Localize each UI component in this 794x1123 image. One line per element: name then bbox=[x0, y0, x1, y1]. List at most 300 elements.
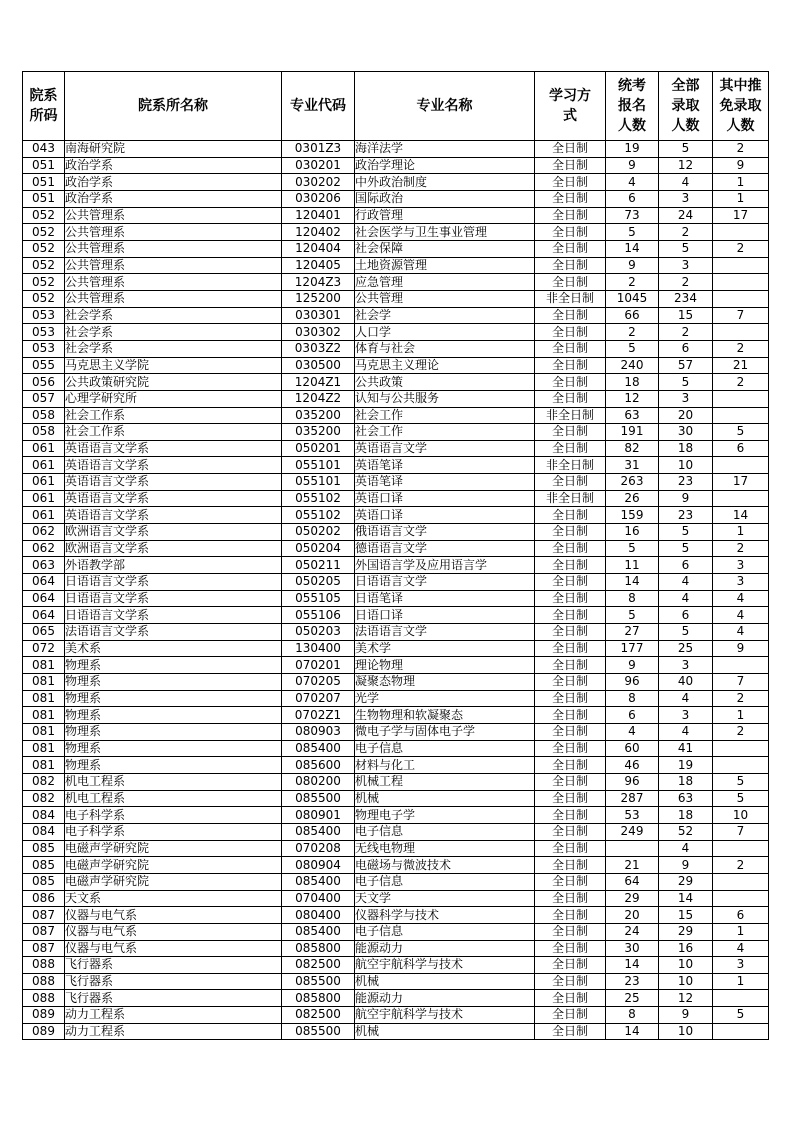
major-name-cell: 材料与化工 bbox=[355, 757, 535, 774]
table-row bbox=[23, 640, 769, 657]
study-mode-cell: 全日制 bbox=[535, 873, 606, 890]
dept-code-cell: 058 bbox=[23, 424, 65, 441]
dept-name-cell: 飞行器系 bbox=[65, 957, 282, 974]
dept-name-cell: 日语语言文学系 bbox=[65, 590, 282, 607]
admit-total-cell: 5 bbox=[659, 240, 713, 257]
admit-exempt-cell: 7 bbox=[713, 674, 769, 691]
dept-name-cell: 公共管理系 bbox=[65, 274, 282, 291]
major-code-cell: 085600 bbox=[282, 757, 355, 774]
study-mode-cell: 全日制 bbox=[535, 524, 606, 541]
exam-count-cell: 27 bbox=[606, 624, 659, 641]
dept-name-cell: 外语教学部 bbox=[65, 557, 282, 574]
table-row bbox=[23, 873, 769, 890]
dept-code-cell: 064 bbox=[23, 590, 65, 607]
admit-exempt-cell bbox=[713, 407, 769, 424]
dept-name-cell: 欧洲语言文学系 bbox=[65, 540, 282, 557]
study-mode-cell: 全日制 bbox=[535, 690, 606, 707]
dept-code-cell: 089 bbox=[23, 1007, 65, 1024]
major-code-cell: 085500 bbox=[282, 790, 355, 807]
exam-count-cell: 20 bbox=[606, 907, 659, 924]
dept-name-cell: 物理系 bbox=[65, 707, 282, 724]
major-code-cell: 1204Z1 bbox=[282, 374, 355, 391]
table-row bbox=[23, 840, 769, 857]
dept-code-cell: 043 bbox=[23, 141, 65, 158]
exam-count-cell: 4 bbox=[606, 174, 659, 191]
major-code-cell: 070207 bbox=[282, 690, 355, 707]
study-mode-cell: 全日制 bbox=[535, 607, 606, 624]
exam-count-cell: 287 bbox=[606, 790, 659, 807]
admit-total-cell: 2 bbox=[659, 274, 713, 291]
study-mode-cell: 全日制 bbox=[535, 324, 606, 341]
table-row bbox=[23, 690, 769, 707]
admit-exempt-cell: 2 bbox=[713, 141, 769, 158]
admit-total-cell: 4 bbox=[659, 574, 713, 591]
major-code-cell: 080904 bbox=[282, 857, 355, 874]
dept-code-cell: 061 bbox=[23, 457, 65, 474]
dept-code-cell: 082 bbox=[23, 773, 65, 790]
dept-code-cell: 055 bbox=[23, 357, 65, 374]
table-row bbox=[23, 407, 769, 424]
study-mode-cell: 全日制 bbox=[535, 307, 606, 324]
exam-count-cell bbox=[606, 840, 659, 857]
exam-count-cell: 96 bbox=[606, 773, 659, 790]
header-line: 报名 bbox=[618, 98, 646, 114]
exam-count-cell: 6 bbox=[606, 190, 659, 207]
admit-total-cell: 23 bbox=[659, 507, 713, 524]
exam-count-cell: 191 bbox=[606, 424, 659, 441]
table-row bbox=[23, 257, 769, 274]
admit-exempt-cell bbox=[713, 324, 769, 341]
study-mode-cell: 全日制 bbox=[535, 340, 606, 357]
admit-exempt-cell bbox=[713, 390, 769, 407]
admit-exempt-cell bbox=[713, 657, 769, 674]
dept-name-cell: 物理系 bbox=[65, 674, 282, 691]
dept-code-cell: 052 bbox=[23, 257, 65, 274]
major-name-cell: 机械 bbox=[355, 790, 535, 807]
admit-exempt-cell bbox=[713, 890, 769, 907]
dept-code-cell: 052 bbox=[23, 290, 65, 307]
dept-code-cell: 053 bbox=[23, 307, 65, 324]
major-name-cell: 中外政治制度 bbox=[355, 174, 535, 191]
admit-total-cell: 12 bbox=[659, 157, 713, 174]
table-row bbox=[23, 973, 769, 990]
table-row bbox=[23, 157, 769, 174]
table-row bbox=[23, 324, 769, 341]
admit-total-cell: 9 bbox=[659, 1007, 713, 1024]
admit-exempt-cell: 1 bbox=[713, 190, 769, 207]
admit-total-cell: 20 bbox=[659, 407, 713, 424]
admit-total-cell: 52 bbox=[659, 823, 713, 840]
major-name-cell: 国际政治 bbox=[355, 190, 535, 207]
dept-name-cell: 公共管理系 bbox=[65, 257, 282, 274]
table-row bbox=[23, 1023, 769, 1040]
major-name-cell: 英语笔译 bbox=[355, 457, 535, 474]
header-row bbox=[23, 72, 769, 141]
admit-total-cell: 23 bbox=[659, 474, 713, 491]
table-row bbox=[23, 790, 769, 807]
table-row bbox=[23, 990, 769, 1007]
dept-code-cell: 063 bbox=[23, 557, 65, 574]
major-name-cell: 公共管理 bbox=[355, 290, 535, 307]
dept-name-cell: 南海研究院 bbox=[65, 141, 282, 158]
study-mode-cell: 全日制 bbox=[535, 674, 606, 691]
major-name-cell: 体育与社会 bbox=[355, 340, 535, 357]
exam-count-cell: 46 bbox=[606, 757, 659, 774]
study-mode-cell: 全日制 bbox=[535, 1007, 606, 1024]
dept-code-cell: 081 bbox=[23, 674, 65, 691]
admit-total-cell: 10 bbox=[659, 973, 713, 990]
admit-exempt-cell bbox=[713, 457, 769, 474]
table-row bbox=[23, 723, 769, 740]
exam-count-cell: 60 bbox=[606, 740, 659, 757]
admit-exempt-cell: 2 bbox=[713, 723, 769, 740]
dept-name-cell: 社会工作系 bbox=[65, 424, 282, 441]
admit-exempt-cell: 5 bbox=[713, 424, 769, 441]
table-row bbox=[23, 307, 769, 324]
major-name-cell: 公共政策 bbox=[355, 374, 535, 391]
admit-exempt-cell: 10 bbox=[713, 807, 769, 824]
major-name-cell: 能源动力 bbox=[355, 940, 535, 957]
table-row bbox=[23, 940, 769, 957]
major-code-cell: 030500 bbox=[282, 357, 355, 374]
exam-count-cell: 14 bbox=[606, 1023, 659, 1040]
table-row bbox=[23, 390, 769, 407]
admit-exempt-cell: 1 bbox=[713, 923, 769, 940]
major-name-cell: 英语口译 bbox=[355, 490, 535, 507]
major-code-cell: 085400 bbox=[282, 923, 355, 940]
major-code-cell: 085400 bbox=[282, 740, 355, 757]
major-code-cell: 085400 bbox=[282, 873, 355, 890]
dept-code-cell: 064 bbox=[23, 607, 65, 624]
major-name-cell: 无线电物理 bbox=[355, 840, 535, 857]
dept-name-cell: 机电工程系 bbox=[65, 773, 282, 790]
admit-total-cell: 10 bbox=[659, 457, 713, 474]
dept-code-cell: 052 bbox=[23, 240, 65, 257]
header-dept-code bbox=[23, 72, 65, 141]
exam-count-cell: 23 bbox=[606, 973, 659, 990]
study-mode-cell: 全日制 bbox=[535, 757, 606, 774]
table-row bbox=[23, 607, 769, 624]
admit-total-cell: 14 bbox=[659, 890, 713, 907]
exam-count-cell: 4 bbox=[606, 723, 659, 740]
table-row bbox=[23, 740, 769, 757]
admit-exempt-cell bbox=[713, 224, 769, 241]
exam-count-cell: 14 bbox=[606, 240, 659, 257]
dept-name-cell: 社会学系 bbox=[65, 307, 282, 324]
exam-count-cell: 73 bbox=[606, 207, 659, 224]
dept-name-cell: 公共管理系 bbox=[65, 290, 282, 307]
dept-code-cell: 056 bbox=[23, 374, 65, 391]
dept-name-cell: 公共管理系 bbox=[65, 224, 282, 241]
admit-exempt-cell: 1 bbox=[713, 973, 769, 990]
admit-exempt-cell bbox=[713, 840, 769, 857]
admit-exempt-cell: 21 bbox=[713, 357, 769, 374]
dept-name-cell: 动力工程系 bbox=[65, 1023, 282, 1040]
header-line: 院系所名称 bbox=[138, 98, 208, 114]
admit-total-cell: 29 bbox=[659, 923, 713, 940]
dept-code-cell: 087 bbox=[23, 907, 65, 924]
major-name-cell: 海洋法学 bbox=[355, 141, 535, 158]
admit-total-cell: 18 bbox=[659, 773, 713, 790]
admit-total-cell: 63 bbox=[659, 790, 713, 807]
admit-exempt-cell: 4 bbox=[713, 607, 769, 624]
major-code-cell: 120405 bbox=[282, 257, 355, 274]
admit-total-cell: 2 bbox=[659, 324, 713, 341]
dept-code-cell: 088 bbox=[23, 973, 65, 990]
study-mode-cell: 全日制 bbox=[535, 890, 606, 907]
study-mode-cell: 全日制 bbox=[535, 157, 606, 174]
major-code-cell: 070201 bbox=[282, 657, 355, 674]
dept-name-cell: 物理系 bbox=[65, 723, 282, 740]
exam-count-cell: 30 bbox=[606, 940, 659, 957]
admit-exempt-cell: 2 bbox=[713, 340, 769, 357]
header-admit-total bbox=[659, 72, 713, 141]
major-name-cell: 日语口译 bbox=[355, 607, 535, 624]
dept-name-cell: 社会学系 bbox=[65, 324, 282, 341]
exam-count-cell: 9 bbox=[606, 657, 659, 674]
study-mode-cell: 全日制 bbox=[535, 790, 606, 807]
dept-name-cell: 美术系 bbox=[65, 640, 282, 657]
major-code-cell: 055105 bbox=[282, 590, 355, 607]
study-mode-cell: 全日制 bbox=[535, 207, 606, 224]
dept-code-cell: 051 bbox=[23, 157, 65, 174]
admit-total-cell: 5 bbox=[659, 624, 713, 641]
exam-count-cell: 5 bbox=[606, 607, 659, 624]
dept-name-cell: 天文系 bbox=[65, 890, 282, 907]
header-line: 学习方 bbox=[549, 88, 591, 104]
dept-code-cell: 051 bbox=[23, 190, 65, 207]
major-name-cell: 社会工作 bbox=[355, 407, 535, 424]
header-line: 人数 bbox=[671, 118, 700, 134]
major-name-cell: 应急管理 bbox=[355, 274, 535, 291]
admit-exempt-cell: 7 bbox=[713, 823, 769, 840]
admit-total-cell: 24 bbox=[659, 207, 713, 224]
table-row bbox=[23, 907, 769, 924]
table-row bbox=[23, 274, 769, 291]
exam-count-cell: 240 bbox=[606, 357, 659, 374]
study-mode-cell: 全日制 bbox=[535, 507, 606, 524]
dept-name-cell: 仪器与电气系 bbox=[65, 907, 282, 924]
dept-name-cell: 电磁声学研究院 bbox=[65, 857, 282, 874]
study-mode-cell: 全日制 bbox=[535, 540, 606, 557]
major-code-cell: 080200 bbox=[282, 773, 355, 790]
admit-exempt-cell: 9 bbox=[713, 157, 769, 174]
study-mode-cell: 全日制 bbox=[535, 440, 606, 457]
admit-total-cell: 2 bbox=[659, 224, 713, 241]
admit-total-cell: 3 bbox=[659, 707, 713, 724]
dept-code-cell: 061 bbox=[23, 507, 65, 524]
exam-count-cell: 2 bbox=[606, 274, 659, 291]
admit-total-cell: 10 bbox=[659, 957, 713, 974]
table-row bbox=[23, 590, 769, 607]
admit-total-cell: 4 bbox=[659, 690, 713, 707]
major-name-cell: 德语语言文学 bbox=[355, 540, 535, 557]
exam-count-cell: 5 bbox=[606, 224, 659, 241]
dept-name-cell: 政治学系 bbox=[65, 190, 282, 207]
dept-name-cell: 物理系 bbox=[65, 657, 282, 674]
major-code-cell: 055106 bbox=[282, 607, 355, 624]
major-name-cell: 机械 bbox=[355, 973, 535, 990]
dept-code-cell: 084 bbox=[23, 823, 65, 840]
table-row bbox=[23, 141, 769, 158]
study-mode-cell: 非全日制 bbox=[535, 290, 606, 307]
dept-name-cell: 日语语言文学系 bbox=[65, 574, 282, 591]
major-name-cell: 社会工作 bbox=[355, 424, 535, 441]
major-code-cell: 1204Z3 bbox=[282, 274, 355, 291]
header-line: 人数 bbox=[726, 118, 755, 134]
dept-code-cell: 061 bbox=[23, 490, 65, 507]
dept-code-cell: 061 bbox=[23, 440, 65, 457]
exam-count-cell: 24 bbox=[606, 923, 659, 940]
table-row bbox=[23, 674, 769, 691]
header-line: 免录取 bbox=[719, 98, 762, 114]
major-code-cell: 030201 bbox=[282, 157, 355, 174]
dept-name-cell: 法语语言文学系 bbox=[65, 624, 282, 641]
major-code-cell: 0702Z1 bbox=[282, 707, 355, 724]
dept-code-cell: 081 bbox=[23, 707, 65, 724]
major-code-cell: 055102 bbox=[282, 507, 355, 524]
admit-total-cell: 10 bbox=[659, 1023, 713, 1040]
header-line: 统考 bbox=[618, 78, 646, 94]
exam-count-cell: 66 bbox=[606, 307, 659, 324]
study-mode-cell: 全日制 bbox=[535, 973, 606, 990]
study-mode-cell: 非全日制 bbox=[535, 457, 606, 474]
dept-name-cell: 仪器与电气系 bbox=[65, 940, 282, 957]
exam-count-cell: 6 bbox=[606, 707, 659, 724]
study-mode-cell: 全日制 bbox=[535, 823, 606, 840]
major-code-cell: 0301Z3 bbox=[282, 141, 355, 158]
exam-count-cell: 26 bbox=[606, 490, 659, 507]
table-row bbox=[23, 773, 769, 790]
dept-code-cell: 058 bbox=[23, 407, 65, 424]
dept-name-cell: 飞行器系 bbox=[65, 990, 282, 1007]
header-major-code bbox=[282, 72, 355, 141]
dept-name-cell: 心理学研究所 bbox=[65, 390, 282, 407]
study-mode-cell: 全日制 bbox=[535, 390, 606, 407]
major-code-cell: 035200 bbox=[282, 424, 355, 441]
major-code-cell: 050203 bbox=[282, 624, 355, 641]
dept-name-cell: 公共政策研究院 bbox=[65, 374, 282, 391]
admit-total-cell: 25 bbox=[659, 640, 713, 657]
study-mode-cell: 全日制 bbox=[535, 807, 606, 824]
study-mode-cell: 全日制 bbox=[535, 557, 606, 574]
table-row bbox=[23, 657, 769, 674]
major-name-cell: 日语语言文学 bbox=[355, 574, 535, 591]
major-name-cell: 俄语语言文学 bbox=[355, 524, 535, 541]
table-row bbox=[23, 240, 769, 257]
admit-total-cell: 16 bbox=[659, 940, 713, 957]
admit-total-cell: 41 bbox=[659, 740, 713, 757]
major-code-cell: 080400 bbox=[282, 907, 355, 924]
major-code-cell: 085800 bbox=[282, 940, 355, 957]
major-code-cell: 1204Z2 bbox=[282, 390, 355, 407]
admit-exempt-cell: 7 bbox=[713, 307, 769, 324]
admit-exempt-cell bbox=[713, 757, 769, 774]
header-line: 院系 bbox=[29, 88, 58, 104]
table-row bbox=[23, 507, 769, 524]
dept-code-cell: 088 bbox=[23, 957, 65, 974]
dept-name-cell: 电磁声学研究院 bbox=[65, 873, 282, 890]
table-row bbox=[23, 707, 769, 724]
admit-total-cell: 15 bbox=[659, 307, 713, 324]
major-code-cell: 120404 bbox=[282, 240, 355, 257]
major-code-cell: 120401 bbox=[282, 207, 355, 224]
dept-name-cell: 物理系 bbox=[65, 740, 282, 757]
dept-name-cell: 英语语言文学系 bbox=[65, 457, 282, 474]
major-code-cell: 035200 bbox=[282, 407, 355, 424]
admit-total-cell: 40 bbox=[659, 674, 713, 691]
admit-exempt-cell: 3 bbox=[713, 574, 769, 591]
study-mode-cell: 全日制 bbox=[535, 840, 606, 857]
dept-code-cell: 085 bbox=[23, 873, 65, 890]
dept-code-cell: 087 bbox=[23, 940, 65, 957]
major-name-cell: 电子信息 bbox=[355, 823, 535, 840]
study-mode-cell: 全日制 bbox=[535, 957, 606, 974]
dept-code-cell: 051 bbox=[23, 174, 65, 191]
dept-code-cell: 062 bbox=[23, 524, 65, 541]
table-row bbox=[23, 424, 769, 441]
exam-count-cell: 18 bbox=[606, 374, 659, 391]
major-name-cell: 凝聚态物理 bbox=[355, 674, 535, 691]
exam-count-cell: 25 bbox=[606, 990, 659, 1007]
admit-exempt-cell: 2 bbox=[713, 690, 769, 707]
table-body bbox=[23, 141, 769, 1040]
exam-count-cell: 9 bbox=[606, 157, 659, 174]
major-name-cell: 能源动力 bbox=[355, 990, 535, 1007]
table-row bbox=[23, 923, 769, 940]
dept-code-cell: 085 bbox=[23, 840, 65, 857]
exam-count-cell: 8 bbox=[606, 690, 659, 707]
dept-code-cell: 081 bbox=[23, 740, 65, 757]
exam-count-cell: 2 bbox=[606, 324, 659, 341]
study-mode-cell: 全日制 bbox=[535, 141, 606, 158]
dept-code-cell: 052 bbox=[23, 224, 65, 241]
admit-total-cell: 12 bbox=[659, 990, 713, 1007]
admit-exempt-cell: 4 bbox=[713, 590, 769, 607]
study-mode-cell: 全日制 bbox=[535, 190, 606, 207]
study-mode-cell: 全日制 bbox=[535, 940, 606, 957]
table-row bbox=[23, 957, 769, 974]
major-name-cell: 外国语言学及应用语言学 bbox=[355, 557, 535, 574]
exam-count-cell: 177 bbox=[606, 640, 659, 657]
header-line: 所码 bbox=[29, 108, 58, 124]
dept-code-cell: 061 bbox=[23, 474, 65, 491]
study-mode-cell: 全日制 bbox=[535, 657, 606, 674]
admission-table bbox=[22, 71, 769, 1040]
table-row bbox=[23, 1007, 769, 1024]
header-line: 式 bbox=[563, 108, 577, 124]
exam-count-cell: 16 bbox=[606, 524, 659, 541]
study-mode-cell: 全日制 bbox=[535, 1023, 606, 1040]
admit-exempt-cell: 1 bbox=[713, 174, 769, 191]
exam-count-cell: 14 bbox=[606, 957, 659, 974]
table-row bbox=[23, 207, 769, 224]
exam-count-cell: 64 bbox=[606, 873, 659, 890]
major-name-cell: 英语笔译 bbox=[355, 474, 535, 491]
major-name-cell: 物理电子学 bbox=[355, 807, 535, 824]
dept-code-cell: 064 bbox=[23, 574, 65, 591]
table-row bbox=[23, 490, 769, 507]
admit-exempt-cell: 5 bbox=[713, 773, 769, 790]
major-name-cell: 生物物理和软凝聚态 bbox=[355, 707, 535, 724]
exam-count-cell: 11 bbox=[606, 557, 659, 574]
header-line: 录取 bbox=[671, 98, 700, 114]
admit-total-cell: 3 bbox=[659, 657, 713, 674]
major-name-cell: 英语语言文学 bbox=[355, 440, 535, 457]
admit-exempt-cell: 5 bbox=[713, 1007, 769, 1024]
exam-count-cell: 249 bbox=[606, 823, 659, 840]
exam-count-cell: 8 bbox=[606, 590, 659, 607]
